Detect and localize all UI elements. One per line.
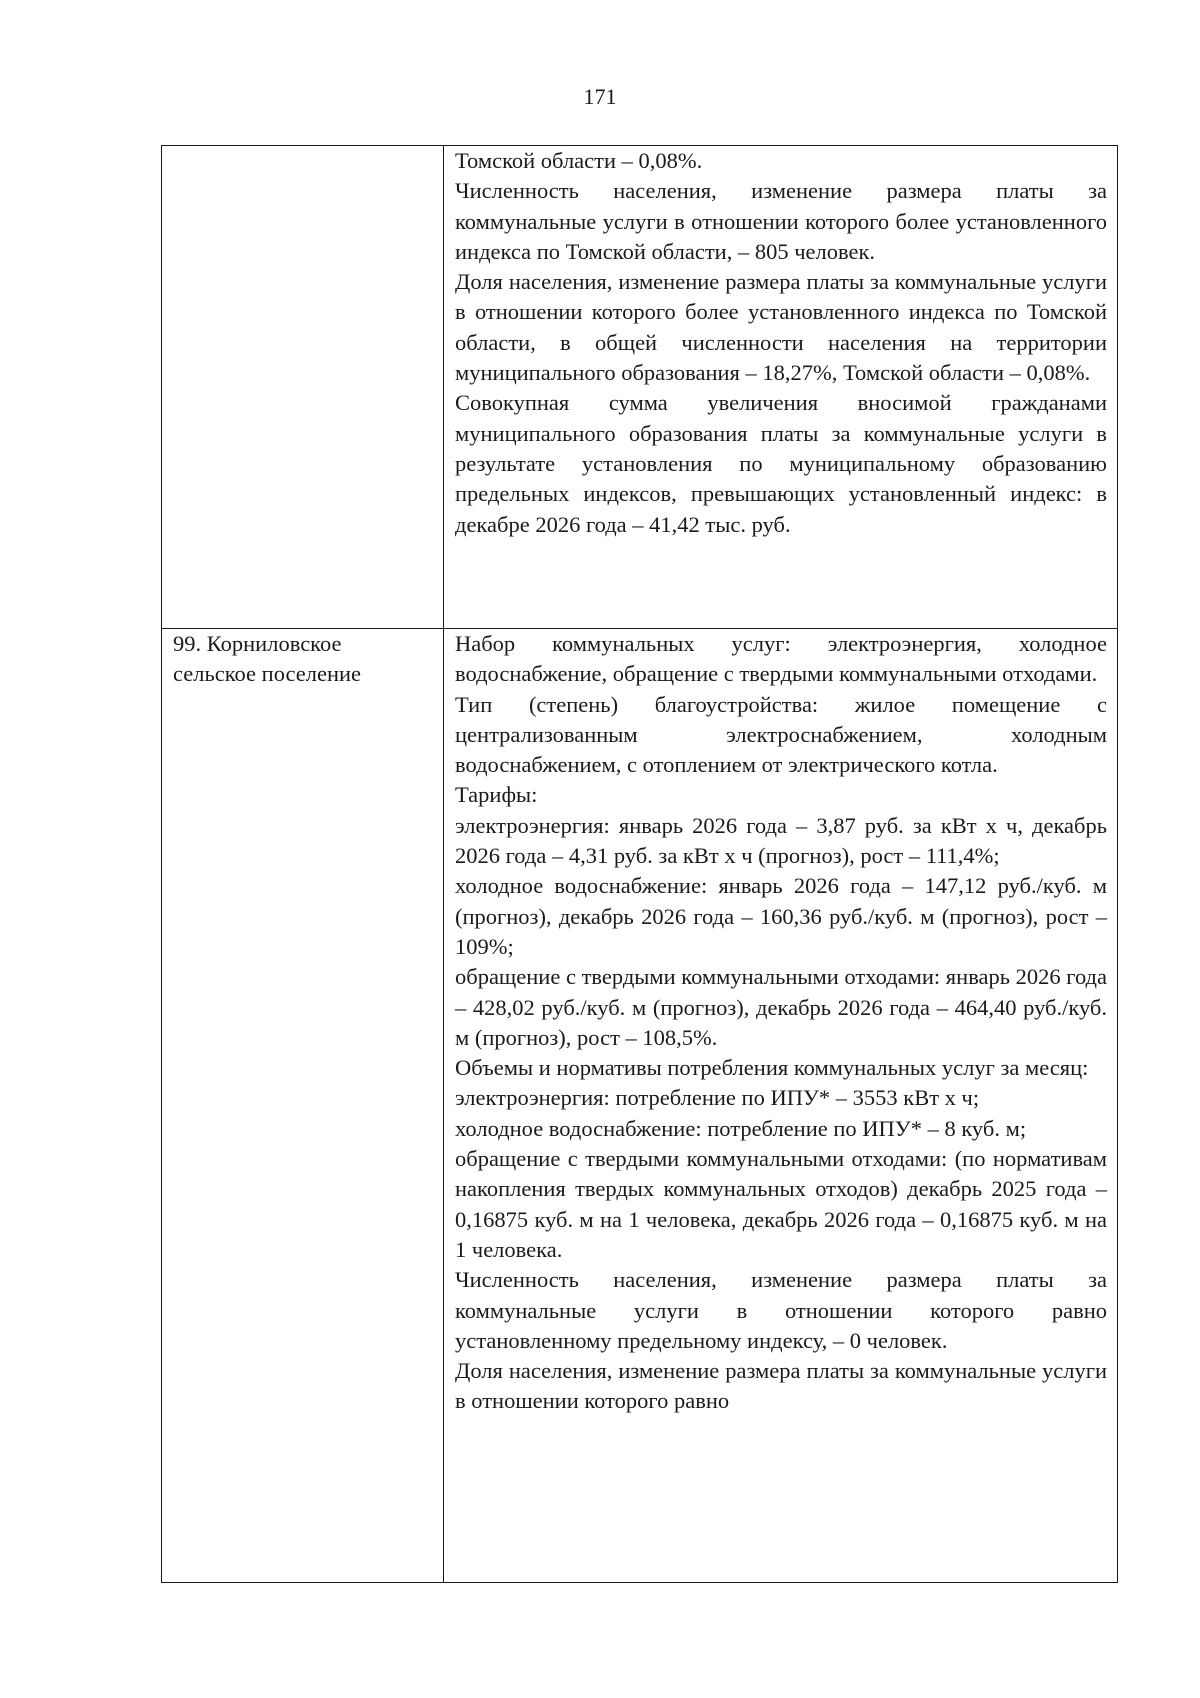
municipality-cell [162, 146, 444, 629]
paragraph: Совокупная сумма увеличения вносимой гражданами муниципального образования платы за коммунальные услуги в результате установления по муниципальному образованию предельных индексов, превышающих установленный индекс: в декабре 2026 года – 41,42 тыс. руб. [455, 390, 1107, 537]
paragraph: Доля населения, изменение размера платы за коммунальные услуги в отношении которого более установленного индекса по Томской области, в общей численности населения на территории муниципального образования – 18,27%, Томской области – 0,08%. [455, 269, 1107, 386]
paragraph: обращение с твердыми коммунальными отходами: январь 2026 года – 428,02 руб./куб. м (прогноз), декабрь 2026 года – 464,40 руб./куб. м (прогноз), рост – 108,5%. [455, 964, 1107, 1050]
paragraph: холодное водоснабжение: январь 2026 года – 147,12 руб./куб. м (прогноз), декабрь 2026 года – 160,36 руб./куб. м (прогноз), рост – 109%; [455, 873, 1107, 959]
paragraph: Численность населения, изменение размера платы за коммунальные услуги в отношении которого равно установленному предельному индексу, – 0 человек. [455, 1267, 1107, 1353]
paragraph: Тарифы: [455, 782, 538, 808]
paragraph: Объемы и нормативы потребления коммунальных услуг за месяц: [455, 1055, 1089, 1081]
paragraph: Набор коммунальных услуг: электроэнергия, холодное водоснабжение, обращение с твердыми коммунальными отходами. [455, 631, 1107, 687]
municipality-name-line: сельское поселение [173, 661, 362, 687]
paragraph: обращение с твердыми коммунальными отходами: (по нормативам накопления твердых коммунальных отходов) декабрь 2025 года – 0,16875 куб. м на 1 человека, декабрь 2026 года – 0,16875 куб. м на 1 человека. [455, 1146, 1107, 1262]
paragraph: Доля населения, изменение размера платы за коммунальные услуги в отношении которого равно [455, 1358, 1107, 1414]
tariff-table [161, 145, 1118, 1583]
paragraph: электроэнергия: январь 2026 года – 3,87 руб. за кВт х ч, декабрь 2026 года – 4,31 руб. за кВт х ч (прогноз), рост – 111,4%; [455, 812, 1107, 869]
page-number: 171 [583, 84, 617, 109]
paragraph: электроэнергия: потребление по ИПУ* – 3553 кВт х ч; [455, 1085, 980, 1111]
paragraph: Томской области – 0,08%. [455, 148, 703, 173]
paragraph: Тип (степень) благоустройства: жилое помещение с централизованным электроснабжением, холодным водоснабжением, с отоплением от электрического котла. [455, 691, 1107, 778]
table-row [162, 146, 1118, 629]
paragraph: Численность населения, изменение размера платы за коммунальные услуги в отношении которого более установленного индекса по Томской области, – 805 человек. [455, 178, 1107, 264]
municipality-cell [162, 629, 444, 1583]
table-row [162, 629, 1118, 1583]
paragraph: холодное водоснабжение: потребление по ИПУ* – 8 куб. м; [455, 1115, 1027, 1141]
description-cell [444, 629, 1118, 1583]
municipality-name-line: 99. Корниловское [173, 631, 342, 656]
description-cell [444, 146, 1118, 629]
